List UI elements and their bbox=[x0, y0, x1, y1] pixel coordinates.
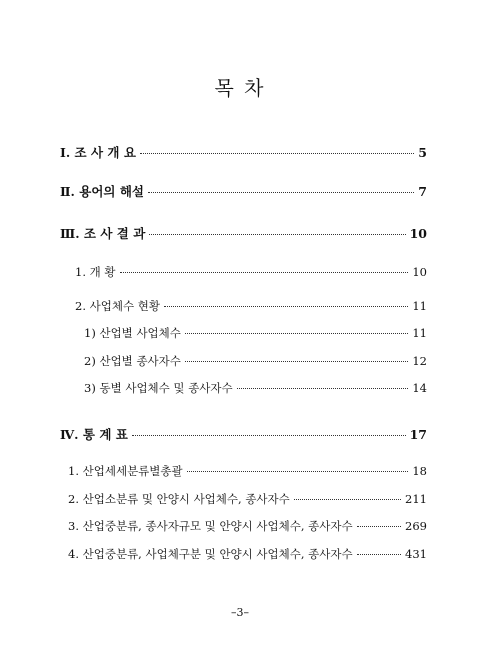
dot-leader bbox=[187, 471, 409, 472]
toc-entry-page: 11 bbox=[412, 326, 427, 340]
toc-entry-page: 7 bbox=[418, 184, 427, 199]
toc-entry[interactable] bbox=[68, 518, 427, 534]
toc-entry-page: 12 bbox=[412, 354, 427, 368]
toc-entry-label: 1) 산업별 사업체수 bbox=[84, 326, 181, 340]
toc-entry-label: 1. 산업세세분류별총괄 bbox=[68, 464, 183, 478]
toc-entry[interactable] bbox=[68, 491, 427, 507]
toc-entry[interactable] bbox=[84, 325, 427, 341]
dot-leader bbox=[185, 361, 408, 362]
toc-entry[interactable] bbox=[75, 298, 427, 314]
toc-entry[interactable] bbox=[60, 425, 427, 443]
toc-entry-label: 2. 사업체수 현황 bbox=[75, 299, 160, 313]
toc-entry-label: 4. 산업중분류, 사업체구분 및 안양시 사업체수, 종사자수 bbox=[68, 547, 353, 561]
dot-leader bbox=[164, 306, 408, 307]
toc-entry-label: Ⅲ. 조 사 결 과 bbox=[60, 226, 146, 241]
toc-entry-label: Ⅰ. 조 사 개 요 bbox=[60, 145, 136, 160]
dot-leader bbox=[185, 333, 408, 334]
dot-leader bbox=[237, 388, 409, 389]
toc-entry-page: 10 bbox=[412, 265, 427, 279]
toc-entry-page: 11 bbox=[412, 299, 427, 313]
toc-entry[interactable] bbox=[60, 143, 427, 161]
toc-entry[interactable] bbox=[75, 264, 427, 280]
toc-entry-label: 2. 산업소분류 및 안양시 사업체수, 종사자수 bbox=[68, 492, 290, 506]
dot-leader bbox=[132, 435, 406, 436]
toc-entry-page: 269 bbox=[405, 519, 427, 533]
dot-leader bbox=[149, 234, 405, 235]
toc-entry[interactable] bbox=[84, 353, 427, 369]
toc-entry[interactable] bbox=[68, 463, 427, 479]
toc-entry-page: 431 bbox=[405, 547, 427, 561]
dot-leader bbox=[140, 153, 414, 154]
toc-entry-page: 17 bbox=[409, 427, 427, 442]
toc-entry[interactable] bbox=[60, 182, 427, 200]
page-number: –3– bbox=[231, 606, 249, 619]
toc-entry[interactable] bbox=[60, 224, 427, 242]
toc-entry-page: 5 bbox=[418, 145, 427, 160]
toc-entry[interactable] bbox=[68, 546, 427, 562]
dot-leader bbox=[357, 554, 401, 555]
toc-entry-label: 3) 동별 사업체수 및 종사자수 bbox=[84, 381, 233, 395]
page-title: 목 차 bbox=[214, 76, 266, 100]
dot-leader bbox=[294, 499, 401, 500]
toc-entry-label: 1. 개 황 bbox=[75, 265, 116, 279]
toc-entry[interactable] bbox=[84, 380, 427, 396]
toc-entry-page: 18 bbox=[412, 464, 427, 478]
toc-entry-label: 3. 산업중분류, 종사자규모 및 안양시 사업체수, 종사자수 bbox=[68, 519, 353, 533]
toc-entry-label: Ⅳ. 통 계 표 bbox=[60, 427, 128, 442]
toc-entry-page: 211 bbox=[405, 492, 427, 506]
toc-entry-page: 10 bbox=[409, 226, 427, 241]
dot-leader bbox=[120, 272, 409, 273]
toc-entry-page: 14 bbox=[412, 381, 427, 395]
toc-entry-label: Ⅱ. 용어의 해설 bbox=[60, 184, 144, 199]
dot-leader bbox=[148, 192, 414, 193]
dot-leader bbox=[357, 526, 401, 527]
toc-entry-label: 2) 산업별 종사자수 bbox=[84, 354, 181, 368]
